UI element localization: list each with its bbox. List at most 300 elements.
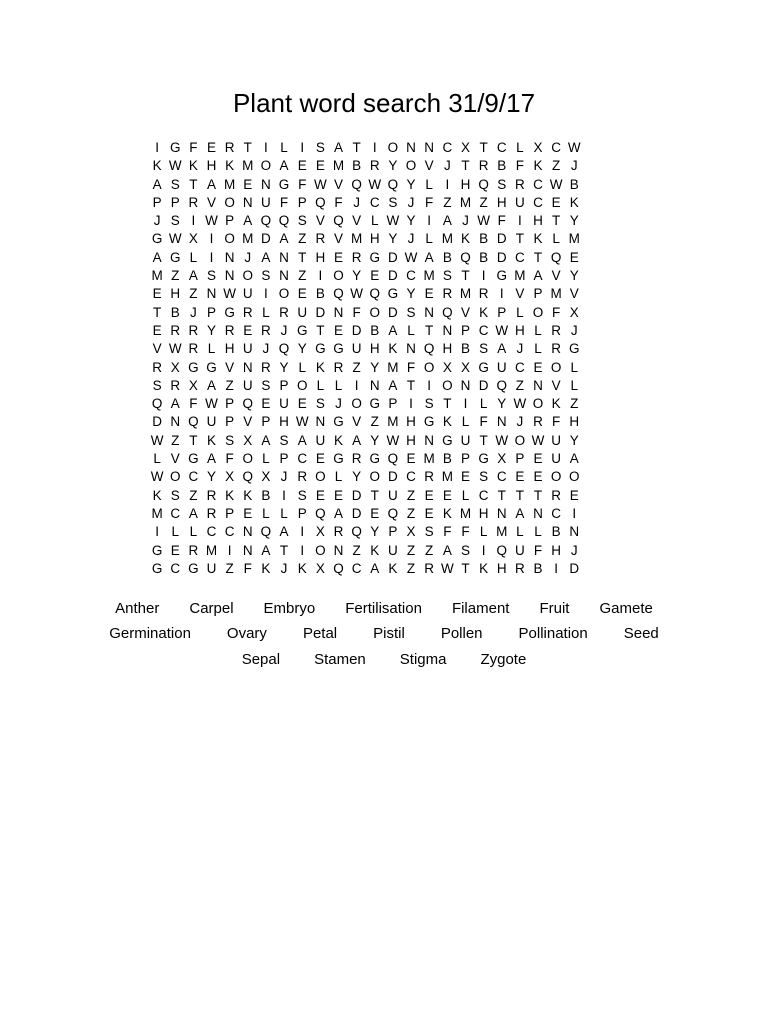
grid-letter: G (296, 322, 308, 338)
grid-letter: H (369, 231, 380, 247)
grid-letter: J (262, 341, 270, 357)
grid-letter: C (533, 176, 543, 192)
grid-letter: N (242, 359, 253, 375)
grid-letter: O (315, 469, 326, 485)
grid-letter: C (496, 469, 507, 485)
grid-letter: D (388, 304, 398, 320)
grid-letter: T (461, 158, 470, 174)
grid-letter: A (206, 176, 216, 192)
grid-letter: A (333, 140, 343, 155)
word-list-item: Stamen (314, 650, 366, 668)
grid-letter: I (427, 213, 432, 229)
grid-letter: K (479, 560, 489, 576)
grid-letter: N (170, 414, 181, 430)
grid-row (148, 560, 620, 578)
grid-letter: G (151, 542, 163, 558)
grid-letter: A (388, 322, 398, 338)
grid-letter: J (280, 469, 288, 485)
grid-letter: T (152, 304, 162, 320)
grid-letter: H (478, 505, 489, 521)
grid-letter: H (551, 542, 562, 558)
grid-letter: B (352, 158, 362, 174)
grid-letter: N (369, 377, 380, 393)
grid-letter: U (242, 286, 253, 302)
grid-letter: G (387, 286, 399, 302)
grid-letter: Q (387, 505, 399, 521)
grid-letter: U (496, 359, 507, 375)
grid-letter: L (262, 304, 270, 320)
grid-letter: A (333, 505, 343, 521)
grid-letter: F (497, 213, 506, 229)
grid-letter: F (552, 304, 561, 320)
grid-row (148, 157, 620, 175)
grid-letter: R (351, 451, 362, 467)
grid-letter: W (495, 322, 509, 338)
grid-row (148, 359, 620, 377)
grid-letter: G (333, 451, 344, 467)
grid-row (148, 377, 620, 395)
grid-letter: Y (406, 213, 416, 229)
grid-letter: D (569, 560, 580, 576)
grid-letter: Y (406, 176, 416, 192)
grid-letter: G (442, 432, 453, 448)
grid-letter: E (569, 487, 579, 503)
word-list-item: Ovary (226, 625, 267, 643)
grid-letter: L (516, 524, 524, 540)
grid-letter: E (569, 249, 579, 265)
grid-letter: T (443, 396, 452, 412)
grid-letter: Y (388, 158, 398, 174)
grid-letter: S (279, 432, 289, 448)
grid-letter: I (372, 140, 377, 155)
grid-letter: J (516, 414, 524, 430)
grid-letter: M (423, 451, 435, 467)
grid-letter: F (189, 396, 198, 412)
grid-letter: Y (352, 268, 362, 284)
grid-letter: T (533, 487, 543, 503)
grid-letter: A (152, 249, 162, 265)
grid-letter: Y (569, 432, 579, 448)
grid-letter: X (188, 377, 198, 393)
grid-letter: B (533, 560, 543, 576)
word-list-row (0, 647, 768, 673)
grid-letter: V (551, 377, 561, 393)
grid-letter: W (350, 286, 363, 302)
grid-letter: D (496, 231, 507, 247)
word-list-item: Petal (302, 625, 338, 643)
grid-letter: B (370, 322, 380, 338)
grid-letter: N (206, 286, 217, 302)
grid-letter: H (460, 176, 471, 192)
grid-letter: V (315, 213, 325, 229)
grid-letter: L (207, 341, 216, 357)
grid-letter: L (534, 322, 542, 338)
grid-letter: K (479, 304, 489, 320)
grid-letter: C (188, 469, 199, 485)
grid-letter: A (297, 432, 307, 448)
grid-letter: Q (351, 524, 362, 540)
grid-letter: U (460, 432, 471, 448)
grid-letter: V (460, 304, 470, 320)
grid-letter: L (298, 359, 306, 375)
word-list-row (0, 596, 768, 622)
grid-letter: X (243, 432, 253, 448)
grid-letter: E (533, 469, 543, 485)
grid-letter: O (333, 268, 344, 284)
grid-row (148, 249, 620, 267)
grid-letter: H (206, 158, 217, 174)
grid-letter: I (445, 176, 450, 192)
grid-letter: Q (550, 249, 562, 265)
grid-letter: P (460, 322, 470, 338)
grid-letter: W (404, 249, 418, 265)
grid-letter: C (297, 451, 308, 467)
grid-letter: R (533, 414, 543, 430)
grid-row (148, 413, 620, 431)
grid-letter: H (170, 286, 181, 302)
grid-letter: D (496, 249, 507, 265)
grid-letter: Q (242, 469, 254, 485)
grid-letter: G (496, 268, 507, 284)
grid-letter: O (315, 542, 326, 558)
grid-letter: R (515, 560, 525, 576)
grid-letter: U (279, 396, 289, 412)
grid-letter: G (151, 560, 163, 576)
grid-letter: A (424, 249, 434, 265)
grid-letter: N (224, 249, 235, 265)
grid-letter: C (551, 140, 562, 155)
grid-letter: N (496, 414, 507, 430)
grid-letter: L (280, 505, 288, 521)
grid-letter: N (333, 542, 344, 558)
grid-letter: W (513, 396, 527, 412)
grid-letter: L (407, 322, 415, 338)
grid-letter: O (224, 231, 235, 247)
grid-letter: Q (478, 176, 489, 192)
grid-letter: H (369, 341, 380, 357)
grid-letter: A (442, 213, 452, 229)
grid-letter: P (297, 505, 307, 521)
grid-letter: A (533, 268, 543, 284)
grid-letter: B (497, 158, 507, 174)
grid-letter: Q (188, 414, 199, 430)
grid-letter: H (406, 432, 416, 448)
grid-letter: K (442, 414, 452, 430)
grid-letter: L (189, 524, 198, 540)
grid-letter: E (206, 140, 216, 155)
grid-letter: F (225, 451, 234, 467)
grid-letter: R (242, 304, 253, 320)
grid-letter: X (170, 359, 180, 375)
grid-letter: R (152, 359, 162, 375)
grid-letter: Z (406, 505, 416, 521)
grid-letter: G (188, 359, 199, 375)
grid-letter: V (352, 213, 362, 229)
grid-letter: U (551, 451, 562, 467)
grid-letter: R (424, 560, 435, 576)
grid-letter: O (532, 304, 544, 320)
grid-letter: L (262, 451, 270, 467)
grid-letter: I (191, 213, 196, 229)
grid-letter: Q (496, 542, 507, 558)
grid-letter: R (551, 487, 562, 503)
grid-letter: K (569, 194, 579, 210)
grid-letter: C (170, 560, 181, 576)
grid-letter: Q (260, 213, 272, 229)
grid-letter: L (280, 140, 288, 155)
grid-letter: U (515, 194, 525, 210)
grid-letter: K (533, 231, 543, 247)
grid-letter: H (224, 341, 235, 357)
grid-letter: Z (406, 542, 416, 558)
grid-letter: M (441, 231, 453, 247)
grid-letter: T (279, 542, 289, 558)
grid-letter: C (533, 194, 543, 210)
grid-letter: E (333, 322, 343, 338)
grid-letter: A (188, 268, 198, 284)
grid-letter: H (279, 414, 289, 430)
grid-letter: S (170, 213, 180, 229)
grid-letter: A (152, 176, 162, 192)
grid-letter: P (261, 414, 271, 430)
grid-letter: J (280, 322, 288, 338)
grid-letter: Z (298, 231, 307, 247)
grid-letter: M (332, 158, 345, 174)
grid-letter: A (188, 505, 198, 521)
grid-letter: V (333, 231, 343, 247)
grid-letter: Z (406, 560, 416, 576)
grid-row (148, 230, 620, 248)
grid-letter: I (499, 286, 504, 302)
grid-letter: C (406, 469, 416, 485)
grid-letter: B (479, 249, 489, 265)
grid-letter: O (423, 359, 435, 375)
grid-letter: P (515, 451, 525, 467)
grid-row (148, 432, 620, 450)
grid-letter: T (298, 249, 307, 265)
grid-letter: L (534, 341, 542, 357)
grid-letter: P (279, 377, 289, 393)
grid-letter: K (333, 432, 343, 448)
grid-letter: M (242, 231, 254, 247)
grid-letter: M (441, 469, 453, 485)
grid-letter: K (388, 341, 398, 357)
grid-letter: E (460, 469, 470, 485)
grid-letter: L (189, 249, 198, 265)
grid-letter: E (533, 359, 543, 375)
grid-letter: F (552, 414, 561, 430)
grid-letter: F (352, 304, 361, 320)
grid-letter: M (387, 359, 399, 375)
grid-letter: U (351, 341, 362, 357)
grid-letter: L (425, 176, 433, 192)
grid-letter: C (515, 359, 525, 375)
grid-letter: J (280, 560, 288, 576)
grid-letter: P (206, 304, 216, 320)
grid-letter: W (168, 341, 182, 357)
grid-letter: T (406, 377, 416, 393)
grid-letter: L (479, 396, 488, 412)
grid-letter: M (423, 268, 435, 284)
grid-row (148, 304, 620, 322)
grid-letter: N (460, 377, 471, 393)
grid-letter: I (481, 542, 486, 558)
grid-letter: R (551, 341, 562, 357)
grid-letter: U (315, 432, 326, 448)
grid-letter: L (570, 377, 579, 393)
grid-letter: S (206, 268, 216, 284)
grid-letter: E (533, 451, 543, 467)
grid-letter: T (189, 176, 198, 192)
grid-letter: S (424, 396, 434, 412)
grid-letter: V (352, 414, 362, 430)
grid-letter: J (244, 249, 252, 265)
grid-letter: K (533, 158, 543, 174)
grid-letter: O (278, 286, 290, 302)
grid-letter: C (496, 140, 507, 155)
grid-letter: I (300, 524, 305, 540)
grid-letter: B (442, 451, 452, 467)
grid-letter: W (531, 432, 545, 448)
word-list-item: Carpel (189, 599, 234, 617)
grid-letter: K (152, 487, 162, 503)
grid-letter: B (170, 304, 180, 320)
grid-letter: B (442, 249, 452, 265)
grid-letter: K (261, 560, 271, 576)
grid-letter: J (353, 194, 360, 210)
grid-letter: D (351, 505, 362, 521)
grid-letter: L (171, 524, 179, 540)
grid-letter: X (460, 359, 470, 375)
grid-letter: W (567, 140, 581, 155)
grid-letter: J (153, 213, 161, 229)
grid-letter: E (243, 505, 253, 521)
grid-letter: Z (225, 377, 234, 393)
grid-letter: D (388, 469, 398, 485)
grid-letter: G (188, 451, 199, 467)
grid-letter: T (552, 213, 561, 229)
grid-letter: E (333, 249, 343, 265)
grid-letter: Z (189, 286, 198, 302)
grid-letter: T (316, 322, 325, 338)
grid-letter: Z (298, 268, 307, 284)
grid-letter: M (459, 505, 472, 521)
grid-letter: U (297, 304, 308, 320)
grid-letter: O (387, 140, 399, 155)
grid-letter: T (515, 231, 524, 247)
grid-letter: W (205, 213, 218, 229)
grid-letter: N (424, 432, 435, 448)
grid-letter: I (227, 542, 232, 558)
grid-letter: V (569, 286, 579, 302)
grid-letter: M (151, 505, 163, 521)
grid-letter: L (461, 487, 470, 503)
grid-letter: B (569, 176, 579, 192)
grid-letter: A (352, 432, 362, 448)
grid-letter: P (225, 396, 235, 412)
grid-letter: A (515, 505, 525, 521)
word-list-item: Sepal (241, 650, 281, 668)
grid-letter: A (261, 542, 271, 558)
grid-row (148, 542, 620, 560)
grid-letter: Y (388, 231, 398, 247)
grid-letter: N (242, 542, 253, 558)
grid-letter: Y (569, 213, 579, 229)
grid-letter: X (569, 304, 579, 320)
grid-letter: E (261, 396, 271, 412)
grid-letter: G (151, 231, 163, 247)
grid-letter: O (550, 469, 562, 485)
grid-letter: C (478, 322, 489, 338)
grid-letter: I (409, 396, 413, 412)
grid-letter: E (297, 396, 307, 412)
grid-letter: P (225, 505, 235, 521)
grid-letter: W (549, 176, 563, 192)
grid-letter: A (497, 341, 507, 357)
grid-letter: W (150, 432, 164, 448)
grid-letter: F (406, 359, 416, 375)
grid-letter: U (206, 414, 217, 430)
grid-letter: R (351, 249, 362, 265)
grid-letter: E (152, 322, 162, 338)
grid-letter: A (370, 560, 380, 576)
grid-letter: M (350, 231, 363, 247)
grid-letter: O (351, 396, 362, 412)
grid-letter: U (551, 432, 562, 448)
grid-row (148, 176, 620, 194)
grid-letter: N (569, 524, 580, 540)
grid-letter: P (388, 396, 398, 412)
grid-letter: L (425, 231, 433, 247)
grid-letter: W (223, 286, 236, 302)
grid-letter: P (388, 524, 398, 540)
grid-row (148, 194, 620, 212)
word-list-item: Pollen (440, 625, 483, 643)
grid-letter: T (533, 249, 543, 265)
grid-letter: T (352, 140, 361, 155)
grid-letter: A (206, 451, 216, 467)
grid-letter: R (206, 487, 217, 503)
grid-letter: W (477, 213, 490, 229)
grid-letter: N (242, 194, 253, 210)
grid-letter: C (224, 524, 235, 540)
grid-letter: K (225, 487, 235, 503)
grid-letter: F (515, 158, 524, 174)
grid-row (148, 468, 620, 486)
grid-letter: S (170, 176, 180, 192)
grid-letter: U (206, 560, 217, 576)
grid-letter: E (315, 451, 325, 467)
grid-letter: J (407, 231, 415, 247)
grid-letter: D (315, 304, 326, 320)
grid-letter: M (568, 231, 580, 247)
grid-letter: N (533, 377, 543, 393)
grid-letter: X (406, 524, 416, 540)
grid-letter: K (388, 560, 398, 576)
grid-letter: H (496, 560, 507, 576)
grid-letter: Z (225, 560, 234, 576)
grid-letter: F (533, 542, 543, 558)
grid-letter: H (569, 414, 580, 430)
grid-letter: P (297, 194, 307, 210)
grid-letter: U (515, 542, 525, 558)
grid-letter: T (189, 432, 198, 448)
grid-letter: O (260, 158, 272, 174)
grid-row (148, 505, 620, 523)
grid-letter: F (334, 194, 343, 210)
grid-letter: A (279, 524, 289, 540)
grid-letter: O (550, 359, 562, 375)
